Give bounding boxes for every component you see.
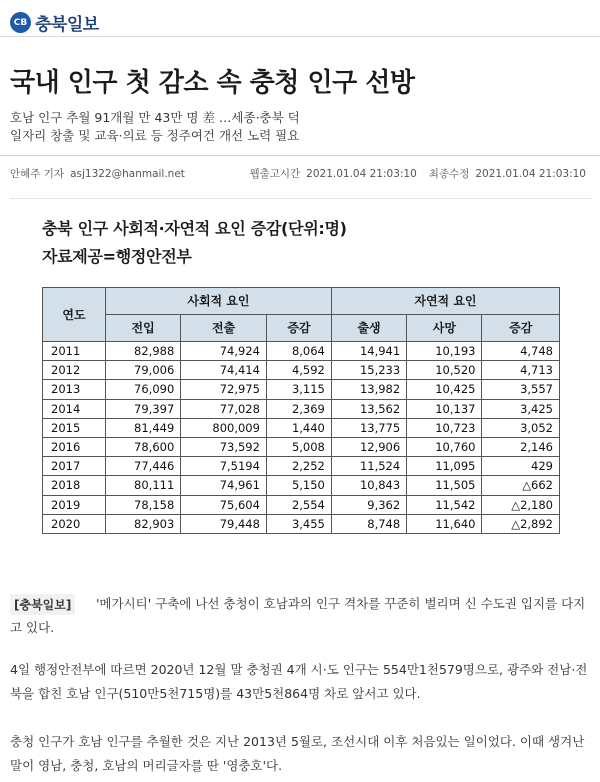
table-cell: 78,158	[106, 495, 181, 514]
updated-label: 최종수정	[428, 168, 470, 180]
table-cell: 81,449	[106, 418, 181, 437]
table-row	[43, 418, 560, 437]
table-cell: 2,146	[482, 437, 560, 456]
table-cell: 8,064	[266, 342, 331, 361]
table-cell: 82,903	[106, 514, 181, 533]
header-divider	[0, 36, 600, 37]
byline-author	[10, 166, 185, 181]
row-year: 2020	[43, 514, 106, 533]
row-year: 2019	[43, 495, 106, 514]
row-year: 2013	[43, 380, 106, 399]
table-row	[43, 495, 560, 514]
table-cell: △2,892	[482, 514, 560, 533]
article-subhead-2: 일자리 창출 및 교육·의료 등 정주여건 개선 노력 필요	[10, 128, 300, 143]
logo-text: 충북일보	[35, 15, 99, 35]
table-cell: 10,723	[407, 418, 482, 437]
paragraph-text: '메가시티' 구축에 나선 충청이 호남과의 인구 격차를 꾸준히 벌리며 신 수도권 입지를 다지고 있다.	[10, 596, 586, 635]
table-cell: 11,524	[331, 457, 406, 476]
table-cell: 2,252	[266, 457, 331, 476]
source-tag: [충북일보]	[10, 594, 75, 615]
table-cell: 3,557	[482, 380, 560, 399]
row-year: 2016	[43, 437, 106, 456]
table-cell: △662	[482, 476, 560, 495]
table-cell: 3,425	[482, 399, 560, 418]
header-col: 증감	[482, 315, 560, 342]
table-cell: 3,455	[266, 514, 331, 533]
header-natural-group: 자연적 요인	[331, 288, 559, 315]
table-cell: 10,520	[407, 361, 482, 380]
table-row	[43, 437, 560, 456]
table-cell: 10,425	[407, 380, 482, 399]
table-cell: 3,115	[266, 380, 331, 399]
table-cell: 5,008	[266, 437, 331, 456]
row-year: 2014	[43, 399, 106, 418]
byline-timestamps	[249, 166, 586, 181]
table-cell: 429	[482, 457, 560, 476]
table-cell: 5,150	[266, 476, 331, 495]
table-row	[43, 457, 560, 476]
table-cell: △2,180	[482, 495, 560, 514]
table-cell: 3,052	[482, 418, 560, 437]
table-cell: 80,111	[106, 476, 181, 495]
table-row	[43, 514, 560, 533]
updated-time: 2021.01.04 21:03:10	[475, 168, 586, 180]
sent-time: 2021.01.04 21:03:10	[306, 168, 417, 180]
table-cell: 10,193	[407, 342, 482, 361]
table-cell: 2,369	[266, 399, 331, 418]
table-row	[43, 399, 560, 418]
population-table	[42, 287, 560, 534]
row-year: 2011	[43, 342, 106, 361]
table-cell: 79,448	[181, 514, 267, 533]
table-cell: 82,988	[106, 342, 181, 361]
header-col: 전출	[181, 315, 267, 342]
table-row	[43, 380, 560, 399]
header-social-group: 사회적 요인	[106, 288, 332, 315]
table-cell: 13,982	[331, 380, 406, 399]
site-logo[interactable]	[10, 10, 99, 35]
table-title: 충북 인구 사회적·자연적 요인 증감(단위:명)	[42, 219, 347, 238]
table-cell: 2,554	[266, 495, 331, 514]
table-cell: 77,446	[106, 457, 181, 476]
table-source: 자료제공=행정안전부	[42, 247, 192, 266]
table-cell: 79,006	[106, 361, 181, 380]
table-row	[43, 342, 560, 361]
article-paragraph-2: 4일 행정안전부에 따르면 2020년 12월 말 충청권 4개 시·도 인구는 554만1천579명으로, 광주와 전남·전북을 합친 호남 인구(510만5천715명)를 43만5천864명 차로 앞서고 있다.	[10, 662, 588, 701]
article-paragraph-1	[10, 592, 590, 640]
article-subhead-1: 호남 인구 추월 91개월 만 43만 명 差 …세종·충북 덕	[10, 110, 300, 125]
header-year: 연도	[43, 288, 106, 342]
table-row	[43, 361, 560, 380]
row-year: 2018	[43, 476, 106, 495]
table-cell: 4,592	[266, 361, 331, 380]
table-body	[43, 342, 560, 534]
table-cell: 9,362	[331, 495, 406, 514]
table-cell: 11,095	[407, 457, 482, 476]
header-col: 증감	[266, 315, 331, 342]
table-cell: 11,640	[407, 514, 482, 533]
table-cell: 13,775	[331, 418, 406, 437]
header-col: 출생	[331, 315, 406, 342]
table-cell: 11,542	[407, 495, 482, 514]
header-col: 사망	[407, 315, 482, 342]
author-email[interactable]: asj1322@hanmail.net	[70, 168, 185, 180]
table-cell: 12,906	[331, 437, 406, 456]
article-paragraph-3: 충청 인구가 호남 인구를 추월한 것은 지난 2013년 5월로, 조선시대 이후 처음있는 일이었다. 이때 생겨난 말이 영남, 충청, 호남의 머리글자를 딴 '영충호'다.	[10, 734, 585, 773]
table-cell: 4,748	[482, 342, 560, 361]
table-cell: 73,592	[181, 437, 267, 456]
table-cell: 1,440	[266, 418, 331, 437]
table-cell: 7,5194	[181, 457, 267, 476]
table-cell: 13,562	[331, 399, 406, 418]
table-row	[43, 476, 560, 495]
row-year: 2012	[43, 361, 106, 380]
table-cell: 10,137	[407, 399, 482, 418]
table-cell: 76,090	[106, 380, 181, 399]
table-cell: 15,233	[331, 361, 406, 380]
table-cell: 11,505	[407, 476, 482, 495]
table-cell: 75,604	[181, 495, 267, 514]
header-col: 전입	[106, 315, 181, 342]
table-cell: 74,924	[181, 342, 267, 361]
table-cell: 4,713	[482, 361, 560, 380]
author-name: 안혜주 기자	[10, 168, 65, 180]
table-cell: 14,941	[331, 342, 406, 361]
table-cell: 800,009	[181, 418, 267, 437]
table-cell: 77,028	[181, 399, 267, 418]
row-year: 2015	[43, 418, 106, 437]
table-cell: 74,414	[181, 361, 267, 380]
row-year: 2017	[43, 457, 106, 476]
logo-mark-icon: CB	[10, 12, 31, 33]
table-cell: 74,961	[181, 476, 267, 495]
sent-label: 웹출고시간	[249, 168, 301, 180]
article-headline: 국내 인구 첫 감소 속 충청 인구 선방	[10, 68, 415, 98]
table-cell: 8,748	[331, 514, 406, 533]
table-cell: 10,760	[407, 437, 482, 456]
table-cell: 10,843	[331, 476, 406, 495]
table-cell: 79,397	[106, 399, 181, 418]
byline-divider	[0, 155, 600, 156]
table-cell: 78,600	[106, 437, 181, 456]
table-cell: 72,975	[181, 380, 267, 399]
